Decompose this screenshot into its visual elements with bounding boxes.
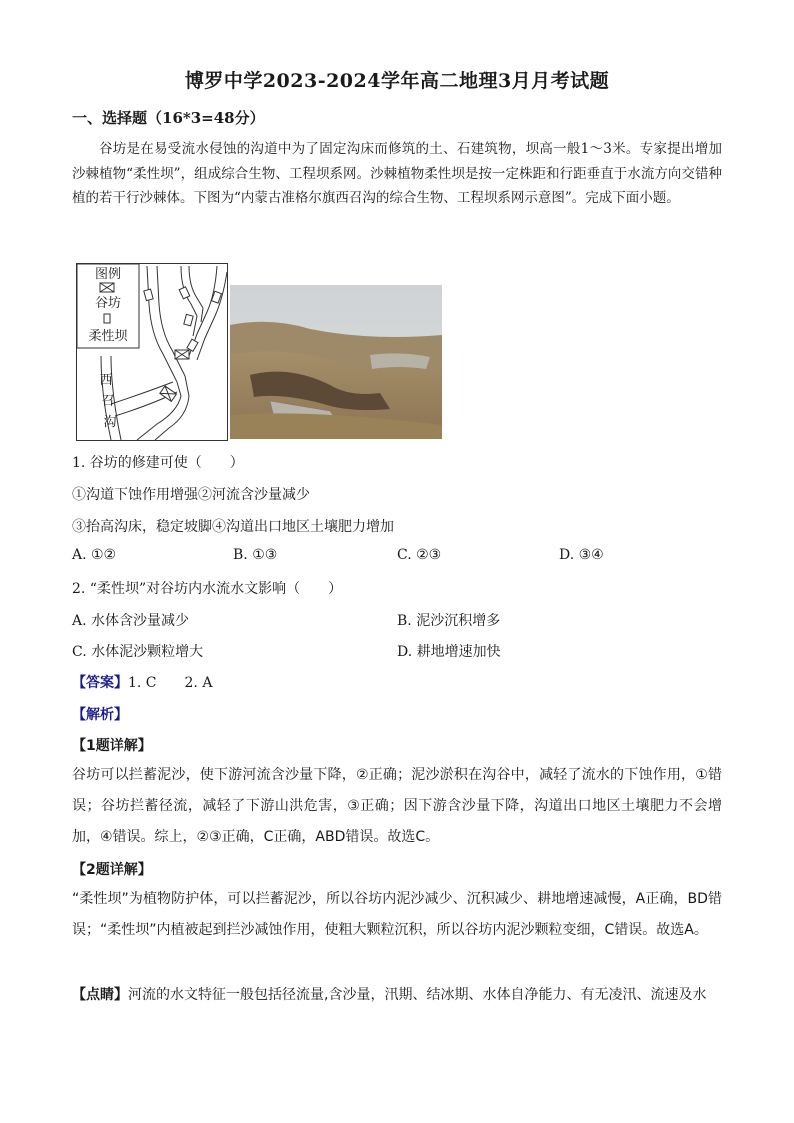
- answer-text: 1. C 2. A: [128, 675, 213, 691]
- q1-statement-1: ①沟道下蚀作用增强②河流含沙量减少: [72, 487, 310, 503]
- flexible-dam-icon: [104, 314, 110, 323]
- photo-drawing: [230, 285, 442, 439]
- q2-option-d: D. 耕地增速加快: [397, 644, 501, 660]
- point-line: [72, 984, 706, 1004]
- q2-option-a: A. 水体含沙量减少: [72, 613, 190, 629]
- q2-option-c: C. 水体泥沙颗粒增大: [72, 644, 204, 660]
- detail2-text: “柔性坝”为植物防护体，可以拦蓄泥沙，所以谷坊内泥沙减少、沉积减少、耕地增速减慢，A正确，BD错误；“柔性坝”内植被起到拦沙减蚀作用，使粗大颗粒沉积，所以谷坊内泥沙颗粒变细，C错误。故选A。: [72, 891, 722, 938]
- q1-stem: 1. 谷坊的修建可使（ ）: [72, 455, 244, 471]
- q1-option-a: A. ①②: [72, 547, 117, 563]
- question-intro: 谷坊是在易受流水侵蚀的沟道中为了固定沟床而修筑的土、石建筑物，坝高一般1～3米。专家提出增加沙棘植物“柔性坝”，组成综合生物、工程坝系网。沙棘植物柔性坝是按一定株距和行距垂直于水流方向交错种植的若干行沙棘体。下图为“内蒙古准格尔旗西召沟的综合生物、工程坝系网示意图”。完成下面小题。: [72, 141, 722, 206]
- answer-line: [72, 672, 212, 692]
- legend-item-check-dam: 谷坊: [94, 296, 122, 311]
- q2-option-b: B. 泥沙沉积增多: [397, 613, 501, 629]
- q1-option-b: B. ①③: [233, 547, 278, 563]
- river-label-2: 召: [101, 394, 115, 409]
- detail2-tag: 【2题详解】: [72, 862, 152, 878]
- river-label-3: 沟: [103, 415, 117, 430]
- detail1-text: 谷坊可以拦蓄泥沙，使下游河流含沙量下降，②正确；泥沙淤积在沟谷中，减轻了流水的下蚀作用，①错误；谷坊拦蓄径流，减轻了下游山洪危害，③正确；因下游含沙量下降，沟道出口地区土壤肥力不会增加，④错误。综上，②③正确，C正确，ABD错误。故选C。: [72, 767, 722, 845]
- q1-statement-2: ③抬高沟床，稳定坡脚④沟道出口地区土壤肥力增加: [72, 519, 394, 535]
- q1-option-c: C. ②③: [397, 547, 442, 563]
- point-text: 河流的水文特征一般包括径流量,含沙量，汛期、结冰期、水体自净能力、有无凌汛、流速及水: [128, 987, 707, 1003]
- answer-tag: 【答案】: [72, 675, 128, 691]
- legend-title: 图例: [94, 267, 122, 282]
- gravel: [370, 353, 430, 369]
- section-heading: 一、选择题（16*3=48分）: [72, 109, 265, 127]
- page-title: 博罗中学2023-2024学年高二地理3月月考试题: [184, 70, 610, 92]
- legend-item-flexible-dam: 柔性坝: [88, 329, 128, 344]
- analysis-tag: 【解析】: [72, 707, 128, 723]
- point-tag: 【点睛】: [72, 987, 128, 1003]
- detail1-tag: 【1题详解】: [72, 738, 152, 754]
- q2-stem: 2. “柔性坝”对谷坊内水流水文影响（ ）: [72, 581, 343, 597]
- flexible-dams: [144, 287, 222, 352]
- q1-option-d: D. ③④: [559, 547, 604, 563]
- landscape-photo: [230, 285, 442, 439]
- map-drawing: [77, 264, 227, 440]
- dam-network-map: [76, 263, 228, 441]
- check-dam-icon: [100, 283, 114, 292]
- river-label-1: 西: [99, 373, 113, 388]
